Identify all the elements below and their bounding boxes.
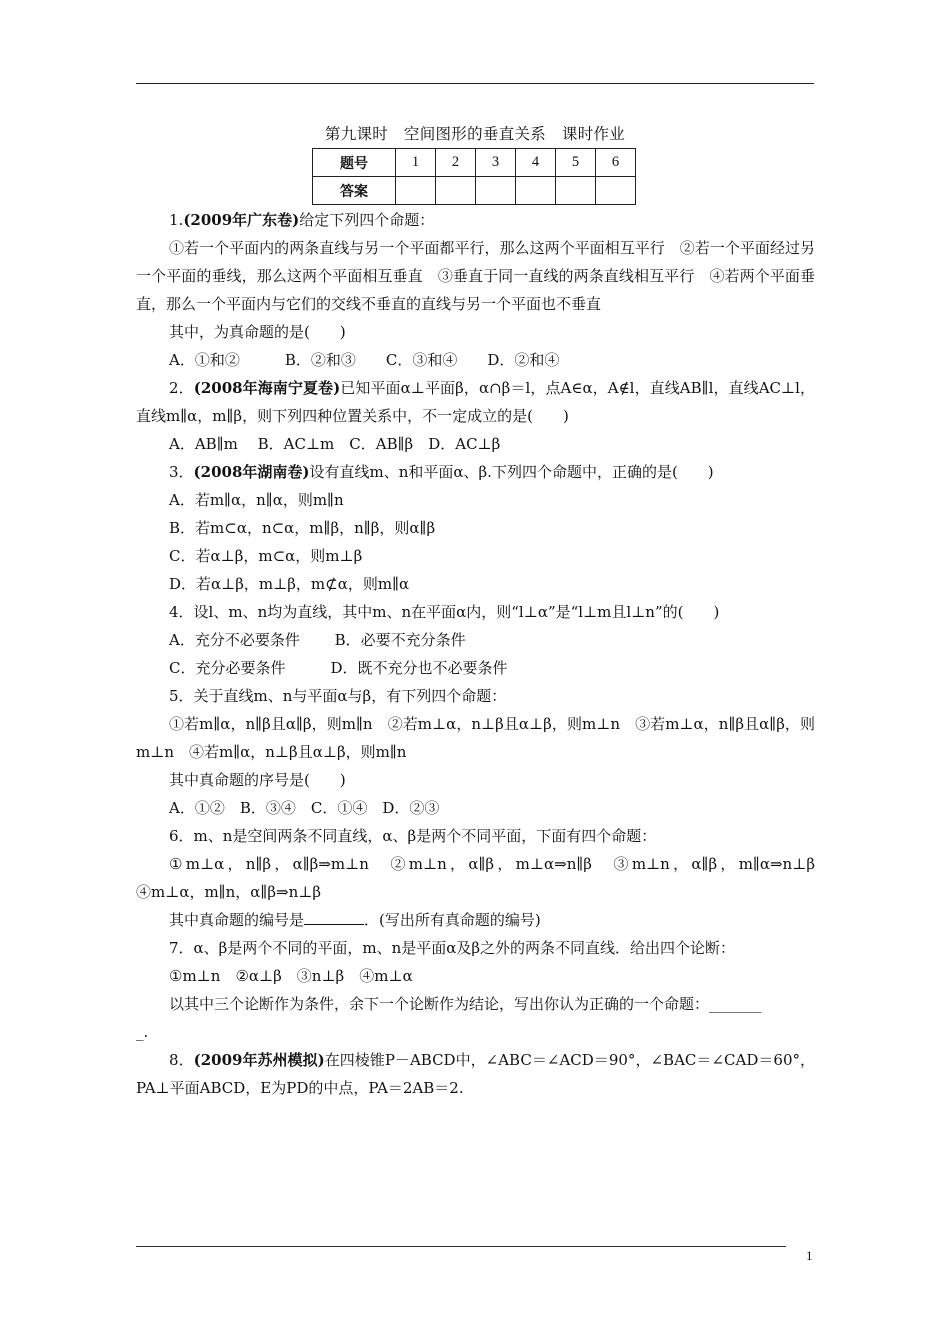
question-4-options-cd: C．充分必要条件 D．既不充分也不必要条件 xyxy=(169,659,508,677)
page-title: 第九课时 空间图形的垂直关系 课时作业 xyxy=(324,125,626,143)
question-7-tail: _. xyxy=(136,1023,149,1041)
question-7-claims: ①m⊥n ②α⊥β ③n⊥β ④m⊥α xyxy=(169,967,413,985)
question-source: (2008年湖南卷) xyxy=(193,463,310,481)
problem-list xyxy=(136,206,831,1102)
question-3-option-d: D．若α⊥β，m⊥β，m⊄α，则m∥α xyxy=(169,575,410,593)
answer-cell[interactable] xyxy=(476,177,516,205)
question-number: 6 xyxy=(596,149,636,177)
footer-rule xyxy=(136,1246,786,1247)
question-3-stem: 3．(2008年湖南卷)设有直线m、n和平面α、β.下列四个命题中，正确的是( ) xyxy=(169,463,714,481)
question-source: (2009年广东卷) xyxy=(183,211,300,229)
question-2-options: A．AB∥m B．AC⊥m C．AB∥β D．AC⊥β xyxy=(169,435,501,453)
question-6-ask: 其中真命题的编号是 ．(写出所有真命题的编号) xyxy=(169,911,541,929)
question-number: 1 xyxy=(396,149,436,177)
question-number: 3 xyxy=(476,149,516,177)
question-1-body: ①若一个平面内的两条直线与另一个平面都平行，那么这两个平面相互平行 ②若一个平面经过另一个平面的垂线，那么这两个平面相互垂直 ③垂直于同一直线的两条直线相互平行 ④若两个平面垂直，那么一个平面内与它们的交线不垂直的直线与另一个平面也不垂直 xyxy=(136,239,815,313)
answer-cell[interactable] xyxy=(396,177,436,205)
question-source: (2009年苏州模拟) xyxy=(193,1051,325,1069)
question-3-option-c: C．若α⊥β，m⊂α，则m⊥β xyxy=(169,547,363,565)
question-1-stem: 1.(2009年广东卷)给定下列四个命题： xyxy=(169,211,435,229)
question-1-ask: 其中，为真命题的是( ) xyxy=(169,323,346,341)
question-5-body: ①若m∥α，n∥β且α∥β，则m∥n ②若m⊥α，n⊥β且α⊥β，则m⊥n ③若m⊥α，n∥β且α∥β，则m⊥n ④若m∥α，n⊥β且α⊥β，则m∥n xyxy=(136,715,815,761)
question-number-label: 题号 xyxy=(313,149,396,177)
question-6-body: ①m⊥α，n∥β，α∥β⇒m⊥n ②m⊥n，α∥β，m⊥α⇒n∥β ③m⊥n，α∥β，m∥α⇒n⊥β ④m⊥α，m∥n，α∥β⇒n⊥β xyxy=(136,855,831,901)
answer-cell[interactable] xyxy=(516,177,556,205)
table-row xyxy=(313,177,636,205)
question-5-options: A．①② B．③④ C．①④ D．②③ xyxy=(169,799,440,817)
answer-cell[interactable] xyxy=(436,177,476,205)
question-6-stem: 6．m、n是空间两条不同直线，α、β是两个不同平面，下面有四个命题： xyxy=(169,827,657,845)
question-number: 4 xyxy=(516,149,556,177)
answer-blank[interactable] xyxy=(304,910,364,925)
question-4-stem: 4．设l、m、n均为直线，其中m、n在平面α内，则“l⊥α”是“l⊥m且l⊥n”的( ) xyxy=(169,603,720,621)
question-3-option-a: A．若m∥α，n∥α，则m∥n xyxy=(169,491,344,509)
answer-table xyxy=(312,148,636,205)
question-4-options-ab: A．充分不必要条件 B．必要不充分条件 xyxy=(169,631,466,649)
table-row xyxy=(313,149,636,177)
answer-cell[interactable] xyxy=(556,177,596,205)
question-source: (2008年海南宁夏卷) xyxy=(193,379,341,397)
question-5-stem: 5．关于直线m、n与平面α与β，有下列四个命题： xyxy=(169,687,507,705)
question-number: 5 xyxy=(556,149,596,177)
question-1-options: A．①和② B．②和③ C．③和④ D．②和④ xyxy=(169,351,560,369)
question-7-stem: 7．α、β是两个不同的平面，m、n是平面α及β之外的两条不同直线．给出四个论断： xyxy=(169,939,736,957)
page-number: 1 xyxy=(806,1248,813,1263)
question-number: 2 xyxy=(436,149,476,177)
question-5-ask: 其中真命题的序号是( ) xyxy=(169,771,346,789)
answer-cell[interactable] xyxy=(596,177,636,205)
question-2-stem: 2．(2008年海南宁夏卷)已知平面α⊥平面β，α∩β＝l，点A∈α，A∉l，直线AB∥l，直线AC⊥l，直线m∥α，m∥β，则下列四种位置关系中，不一定成立的是( ) xyxy=(136,379,816,425)
header-rule xyxy=(136,83,814,84)
question-3-option-b: B．若m⊂α，n⊂α，m∥β，n∥β，则α∥β xyxy=(169,519,436,537)
question-7-ask: 以其中三个论断作为条件，余下一个论断作为结论，写出你认为正确的一个命题：_______ xyxy=(169,995,762,1013)
answer-label: 答案 xyxy=(313,177,396,205)
question-8-stem: 8．(2009年苏州模拟)在四棱锥P－ABCD中，∠ABC＝∠ACD＝90°，∠BAC＝∠CAD＝60°，PA⊥平面ABCD，E为PD的中点，PA＝2AB＝2. xyxy=(136,1051,816,1097)
